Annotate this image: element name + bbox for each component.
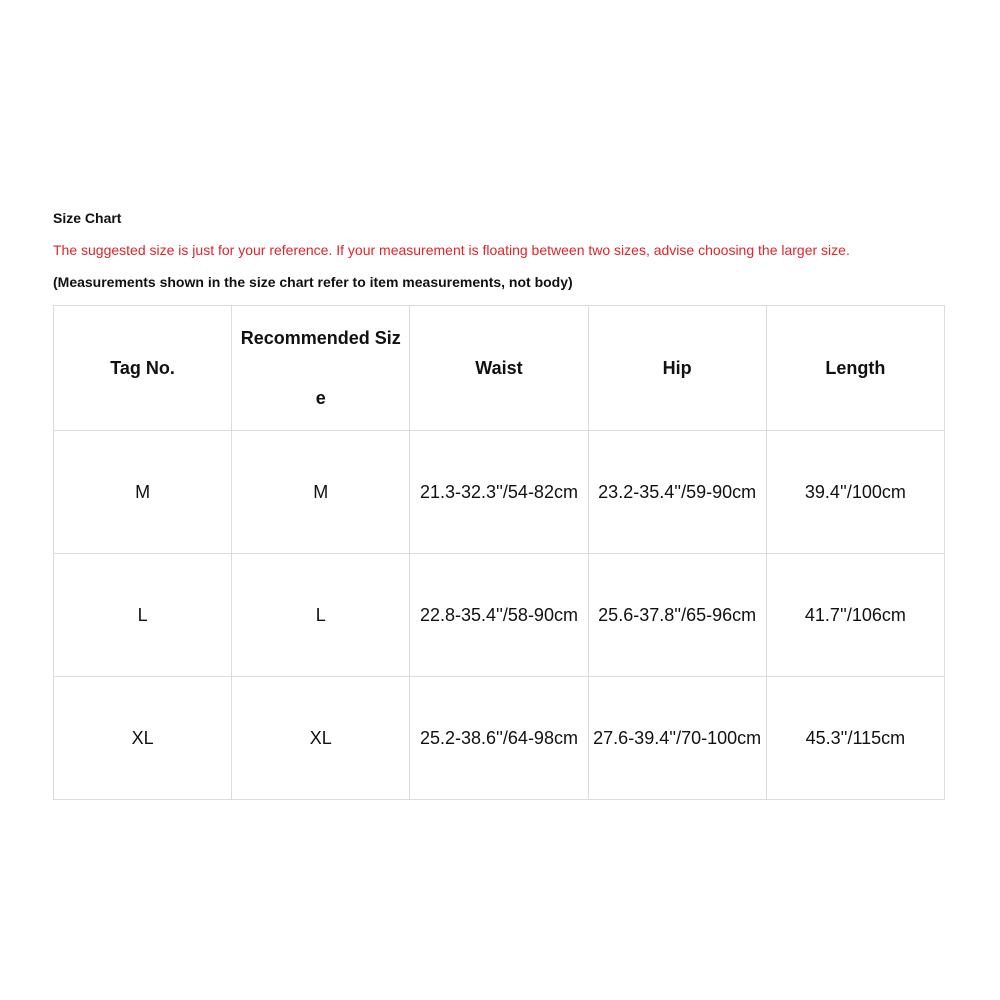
table-row [54, 554, 945, 677]
cell-length: 45.3''/115cm [766, 677, 944, 800]
table-row [54, 677, 945, 800]
cell-waist: 21.3-32.3''/54-82cm [410, 431, 588, 554]
cell-length: 39.4''/100cm [766, 431, 944, 554]
cell-waist: 22.8-35.4''/58-90cm [410, 554, 588, 677]
header-length: Length [766, 306, 944, 431]
size-table [53, 305, 945, 800]
page-title: Size Chart [53, 210, 122, 226]
header-hip: Hip [588, 306, 766, 431]
cell-waist: 25.2-38.6''/64-98cm [410, 677, 588, 800]
table-row [54, 431, 945, 554]
cell-hip: 23.2-35.4''/59-90cm [588, 431, 766, 554]
size-chart-section [53, 205, 945, 800]
table-header-row [54, 306, 945, 431]
cell-length: 41.7''/106cm [766, 554, 944, 677]
header-waist: Waist [410, 306, 588, 431]
header-recommended-size: Recommended Size [232, 306, 410, 431]
cell-hip: 25.6-37.8''/65-96cm [588, 554, 766, 677]
measurement-disclaimer: (Measurements shown in the size chart refer to item measurements, not body) [53, 274, 573, 290]
size-advice-note: The suggested size is just for your reference. If your measurement is floating between two sizes, advise choosing the larger size. [53, 242, 850, 258]
header-tag-no: Tag No. [54, 306, 232, 431]
cell-tag-no: XL [54, 677, 232, 800]
cell-hip: 27.6-39.4''/70-100cm [588, 677, 766, 800]
cell-tag-no: L [54, 554, 232, 677]
cell-recommended-size: XL [232, 677, 410, 800]
cell-recommended-size: M [232, 431, 410, 554]
cell-recommended-size: L [232, 554, 410, 677]
cell-tag-no: M [54, 431, 232, 554]
